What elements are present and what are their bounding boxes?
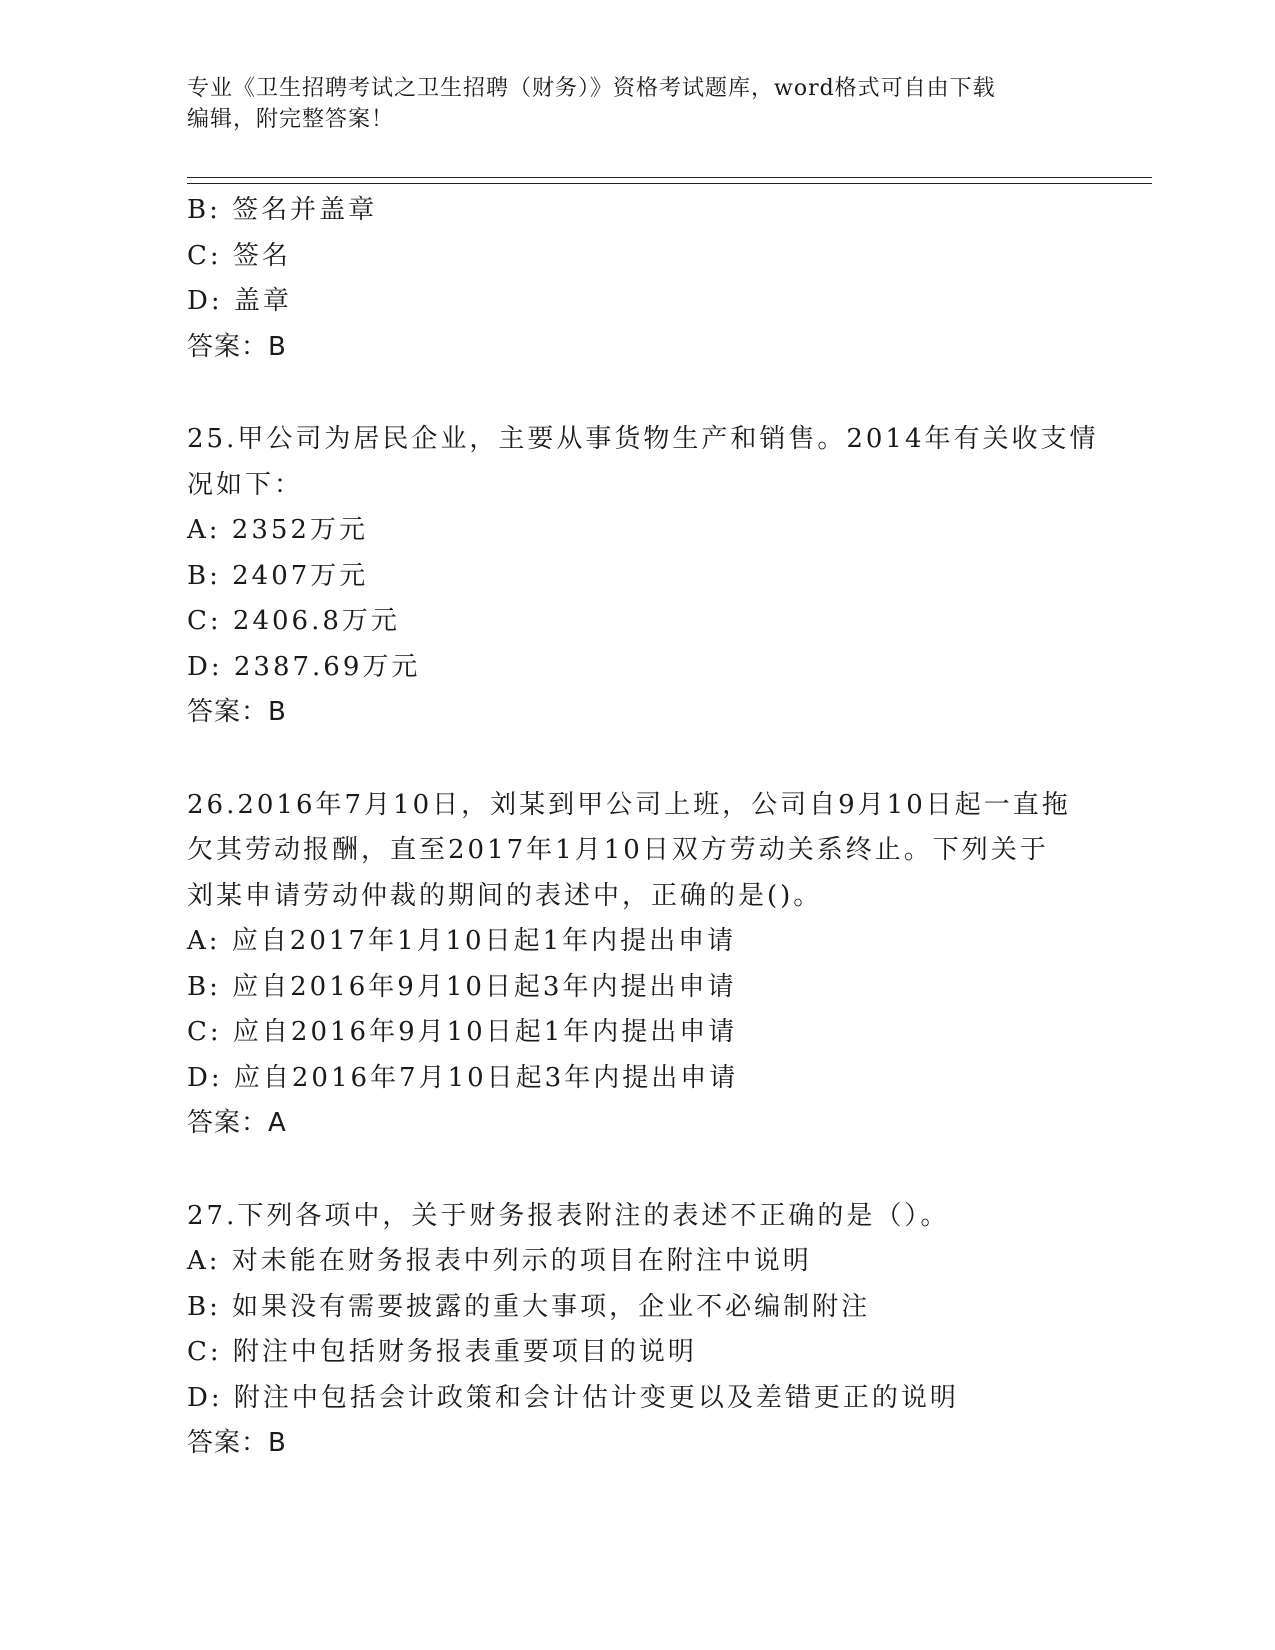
option-d: D: 2387.69万元: [187, 651, 421, 682]
option-d: D: 附注中包括会计政策和会计估计变更以及差错更正的说明: [187, 1382, 959, 1413]
header-rule-bottom: [187, 183, 1152, 184]
answer: 答案：B: [187, 697, 287, 727]
option-a: A: 对未能在财务报表中列示的项目在附注中说明: [187, 1246, 812, 1276]
question-25: [187, 417, 1147, 736]
question-stem: 26.2016年7月10日，刘某到甲公司上班，公司自9月10日起一直拖: [187, 789, 1071, 820]
answer: 答案：A: [187, 1108, 287, 1138]
option-d: D: 应自2016年7月10日起3年内提出申请: [187, 1062, 739, 1093]
option-a: A: 2352万元: [187, 515, 368, 545]
option-c: C: 应自2016年9月10日起1年内提出申请: [187, 1017, 738, 1047]
header-line-1: 专业《卫生招聘考试之卫生招聘（财务）》资格考试题库，word格式可自由下载: [187, 76, 996, 101]
question-26: [187, 783, 1147, 1147]
document-content: [187, 188, 1147, 1467]
option-c: C: 签名: [187, 240, 291, 271]
header-line-2: 编辑，附完整答案！: [187, 107, 395, 132]
option-c: C: 附注中包括财务报表重要项目的说明: [187, 1337, 697, 1367]
header-rule-top: [187, 177, 1152, 178]
option-b: B: 签名并盖章: [187, 195, 378, 225]
answer: 答案：B: [187, 1428, 287, 1458]
question-stem: 欠其劳动报酬，直至2017年1月10日双方劳动关系终止。下列关于: [187, 835, 1049, 865]
answer: 答案：B: [187, 331, 287, 362]
option-d: D: 盖章: [187, 286, 292, 316]
option-b: B: 2407万元: [187, 560, 369, 591]
document-header: [187, 73, 1067, 135]
option-a: A: 应自2017年1月10日起1年内提出申请: [187, 926, 737, 956]
option-c: C: 2406.8万元: [187, 606, 400, 636]
question-27: [187, 1194, 1147, 1467]
option-b: B: 如果没有需要披露的重大事项，企业不必编制附注: [187, 1291, 871, 1322]
question-stem: 刘某申请劳动仲裁的期间的表述中，正确的是()。: [187, 880, 823, 911]
question-stem: 27.下列各项中，关于财务报表附注的表述不正确的是（）。: [187, 1200, 950, 1231]
option-b: B: 应自2016年9月10日起3年内提出申请: [187, 971, 737, 1002]
question-stem: 25.甲公司为居民企业，主要从事货物生产和销售。2014年有关收支情: [187, 424, 1099, 454]
question-24-continuation: [187, 188, 1147, 370]
question-stem: 况如下：: [187, 469, 304, 500]
